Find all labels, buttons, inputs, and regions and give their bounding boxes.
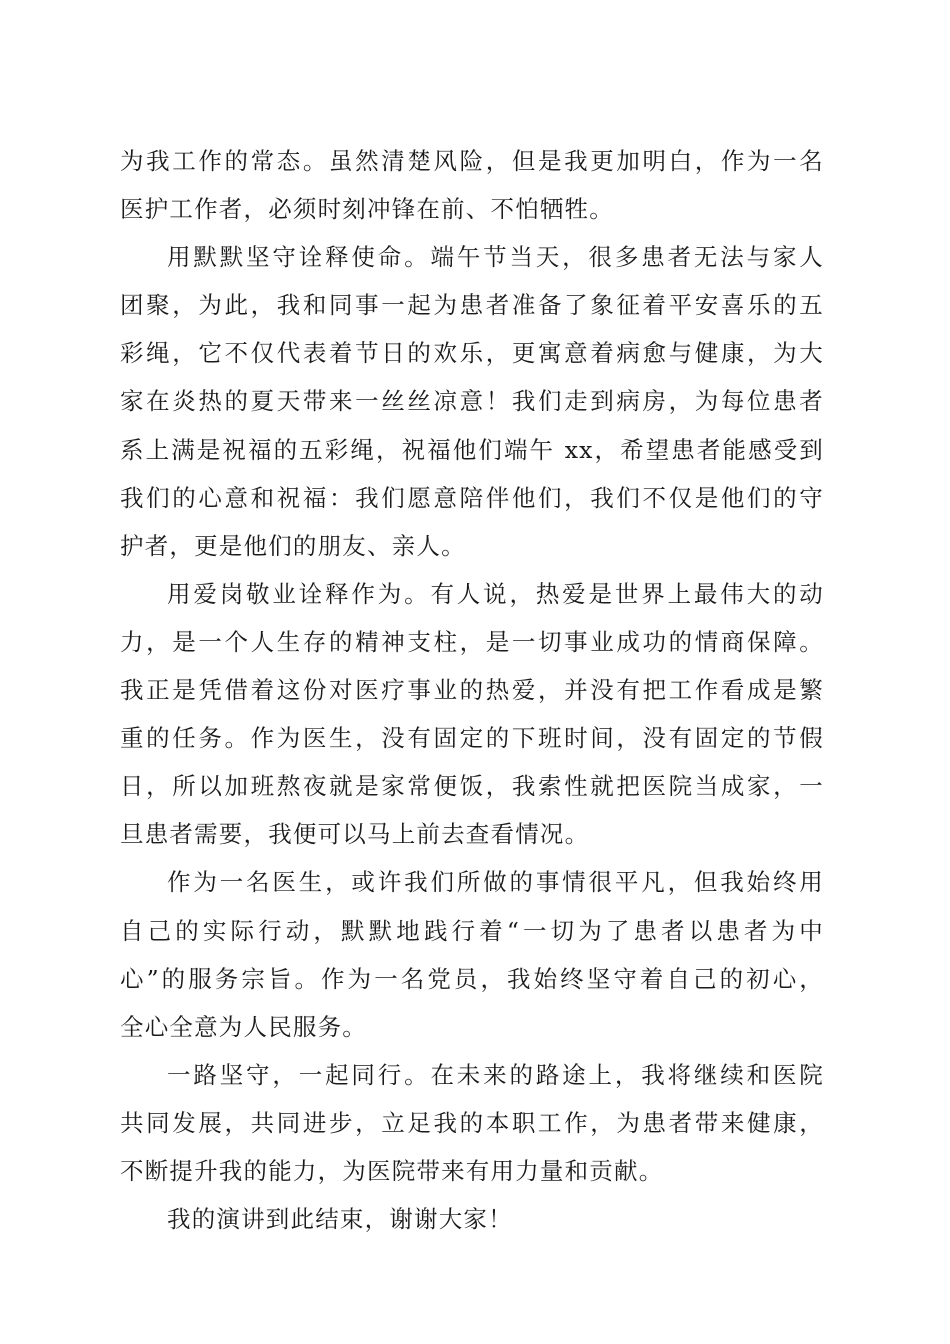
text-line: 不断提升我的能力，为医院带来有用力量和贡献。 [120,1156,664,1185]
text-line: 我们的心意和祝福：我们愿意陪伴他们，我们不仅是他们的守 [120,483,824,512]
paragraph [120,1195,824,1243]
text-line: 日，所以加班熬夜就是家常便饭，我索性就把医院当成家，一 [120,772,824,801]
text-line: 全心全意为人民服务。 [120,1012,367,1041]
text-line: 力，是一个人生存的精神支柱，是一切事业成功的情商保障。 [120,627,824,656]
document-body [120,137,824,1243]
text-line: 为我工作的常态。虽然清楚风险，但是我更加明白，作为一名 [120,147,824,175]
text-line: 旦患者需要，我便可以马上前去查看情况。 [120,820,590,849]
paragraph [120,570,824,859]
text-line: 彩绳，它不仅代表着节日的欢乐，更寓意着病愈与健康，为大 [120,339,824,368]
text-line: 共同发展，共同进步，立足我的本职工作，为患者带来健康， [120,1108,824,1137]
text-line: 作为一名医生，或许我们所做的事情很平凡，但我始终用 [167,868,824,897]
paragraph [120,233,824,570]
text-line: 心”的服务宗旨。作为一名党员，我始终坚守着自己的初心， [120,964,824,993]
text-line: 我的演讲到此结束，谢谢大家！ [167,1205,513,1234]
text-line: 护者，更是他们的朋友、亲人。 [120,531,466,560]
text-line: 我正是凭借着这份对医疗事业的热爱，并没有把工作看成是繁 [120,676,824,705]
text-line: 团聚，为此，我和同事一起为患者准备了象征着平安喜乐的五 [120,291,824,320]
text-line: 系上满是祝福的五彩绳，祝福他们端午 xx，希望患者能感受到 [120,435,824,464]
text-line: 家在炎热的夏天带来一丝丝凉意！我们走到病房，为每位患者 [120,387,824,416]
text-line: 自己的实际行动，默默地践行着“一切为了患者以患者为中 [120,916,824,945]
text-line: 用默默坚守诠释使命。端午节当天，很多患者无法与家人 [167,243,824,272]
text-line: 重的任务。作为医生，没有固定的下班时间，没有固定的节假 [120,724,824,753]
text-line: 一路坚守，一起同行。在未来的路途上，我将继续和医院 [167,1060,824,1089]
paragraph [120,1051,824,1195]
text-line: 医护工作者，必须时刻冲锋在前、不怕牺牲。 [120,195,614,224]
paragraph [120,137,824,233]
paragraph [120,858,824,1050]
text-line: 用爱岗敬业诠释作为。有人说，热爱是世界上最伟大的动 [167,579,824,608]
